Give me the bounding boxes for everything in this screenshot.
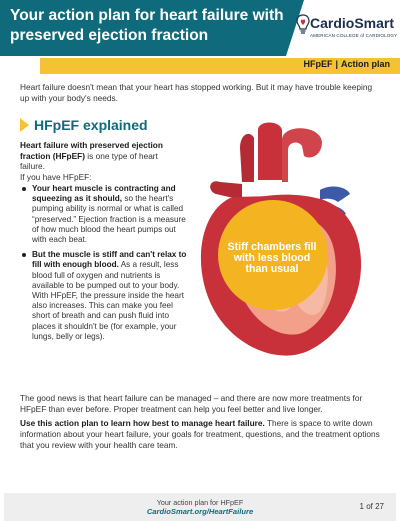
callout-text: Stiff chambers fill with less blood than usual	[227, 241, 317, 276]
good-news-paragraph: The good news is that heart failure can be managed – and there are now more treatments for HFpEF than ever before. Proper treatment can help you feel better and live longer.	[20, 393, 363, 414]
bullet-text: so the heart's pumping ability is normal or what is called “preserved.” Ejection fraction is a measure of how much blood the heart pumps out with each beat.	[32, 194, 186, 245]
doc-type-label: Action plan	[341, 59, 390, 69]
intro-text: Heart failure doesn't mean that your heart has stopped working. But it may have trouble keeping up with your body's needs.	[20, 82, 373, 103]
bullet-text: As a result, less blood full of oxygen and nutrients is available to be pumped out to your body. With HFpEF, the pressure inside the heart also increases. This can make you feel short of breath and can push fluid into places it shouldn't be (for example, your lungs, belly or legs).	[32, 260, 184, 341]
section-lead	[20, 140, 170, 182]
footer	[4, 493, 396, 521]
topic-label: HFpEF	[303, 59, 333, 69]
action-plan-bold: Use this action plan to learn how best to manage heart failure.	[20, 418, 265, 428]
list-item	[20, 184, 190, 245]
bullet-bold: Your heart muscle is contracting and squeezing as it should,	[32, 184, 176, 204]
page-title: Your action plan for heart failure with preserved ejection fraction	[10, 7, 284, 44]
topic-tagbar	[40, 58, 400, 74]
cardiosmart-logo[interactable]	[296, 14, 396, 48]
chevron-right-icon	[20, 118, 29, 132]
header	[0, 0, 400, 56]
hfpef-bullet-list	[20, 184, 190, 347]
section-title: HFpEF explained	[34, 117, 148, 133]
lead-tail: If you have HFpEF:	[20, 171, 92, 182]
footer-title: Your action plan for HFpEF	[156, 498, 244, 507]
action-plan-paragraph	[20, 418, 382, 450]
tag-separator: |	[335, 59, 338, 69]
lightbulb-heart-icon	[296, 14, 310, 36]
bullet-bold: But the muscle is stiff and can't relax to fill with enough blood.	[32, 250, 187, 270]
title-band	[0, 0, 286, 56]
lead-bold: Heart failure with preserved ejection fraction (HFpEF)	[20, 140, 163, 161]
lead-rest: is one type of heart failure.	[20, 150, 158, 172]
logo-wordmark: CardioSmart	[310, 15, 395, 31]
section-heading	[20, 115, 148, 135]
list-item	[20, 250, 190, 342]
logo-subtitle: AMERICAN COLLEGE of CARDIOLOGY	[310, 33, 398, 38]
action-plan-rest: There is space to write down information about your heart failure, your goals for treatment, questions, and the treatment options that you review with your health care team.	[20, 418, 380, 450]
page-number: 1 of 27	[359, 502, 384, 511]
footer-link[interactable]: CardioSmart.org/HeartFailure	[146, 507, 254, 516]
